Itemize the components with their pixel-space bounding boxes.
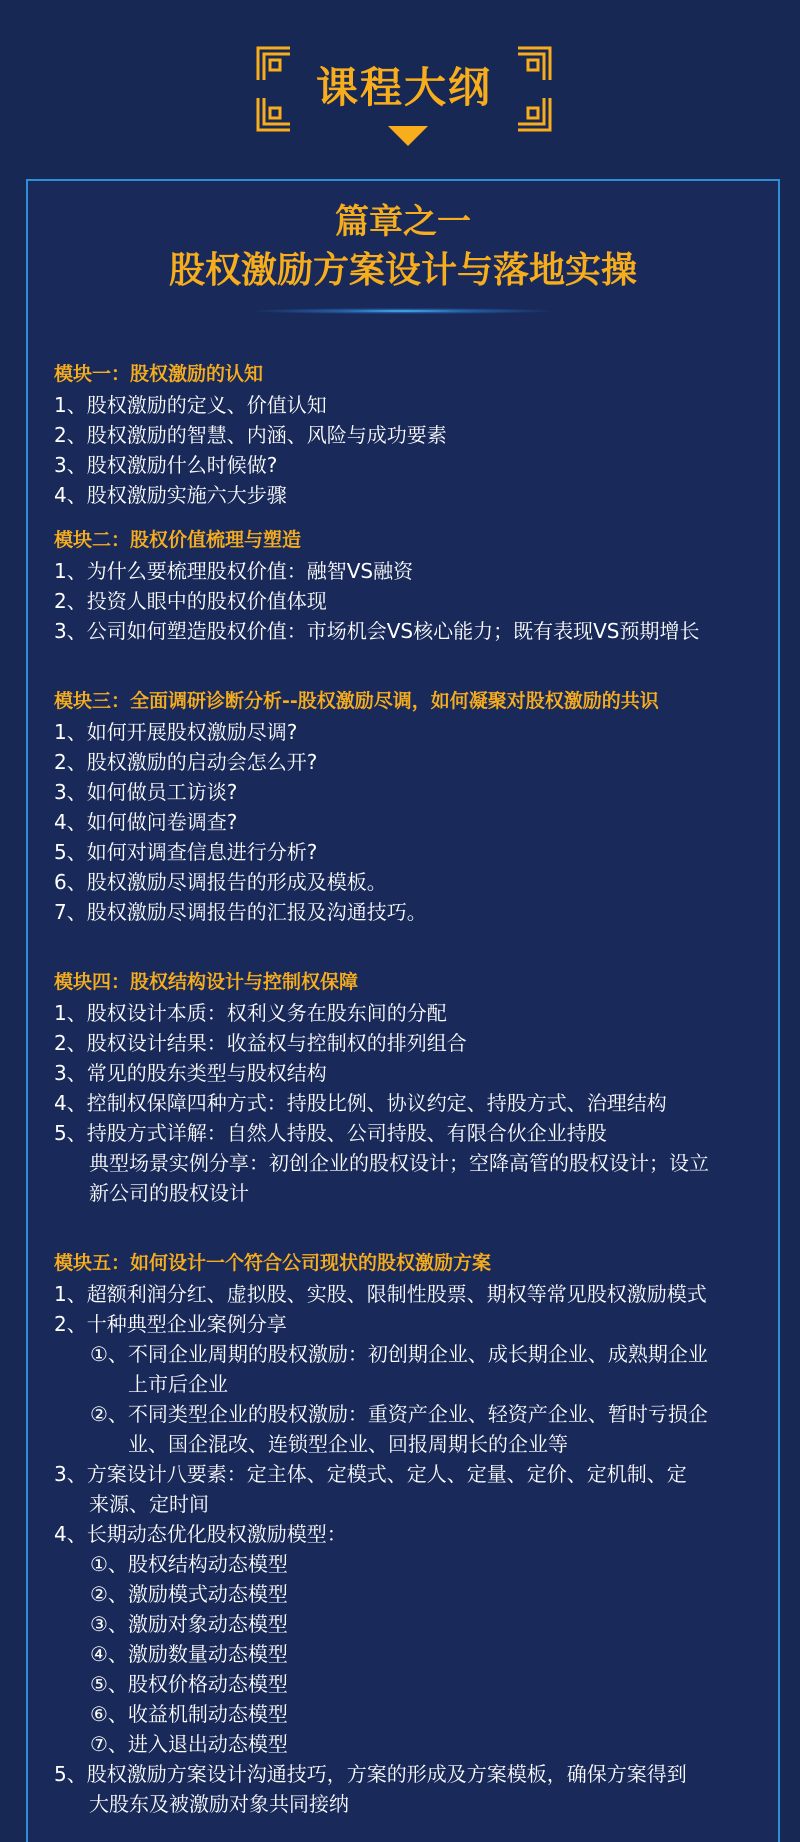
module-2 xyxy=(28,525,778,646)
sub-list-item-continuation: 业、国企混改、连锁型企业、回报周期长的企业等 xyxy=(128,1432,568,1456)
module-title: 模块三：全面调研诊断分析--股权激励尽调，如何凝聚对股权激励的共识 xyxy=(54,690,659,712)
list-item: 3、公司如何塑造股权价值：市场机会VS核心能力；既有表现VS预期增长 xyxy=(54,619,700,643)
list-item: 7、股权激励尽调报告的汇报及沟通技巧。 xyxy=(54,900,427,924)
list-item: 2、股权激励的启动会怎么开? xyxy=(54,750,318,774)
content-panel xyxy=(26,179,780,1842)
list-item: 2、股权激励的智慧、内涵、风险与成功要素 xyxy=(54,423,447,447)
sub-list-item: ⑤、股权价格动态模型 xyxy=(90,1672,288,1696)
list-item: 3、股权激励什么时候做? xyxy=(54,453,278,477)
list-item: 5、持股方式详解：自然人持股、公司持股、有限合伙企业持股 xyxy=(54,1121,607,1145)
list-item: 4、股权激励实施六大步骤 xyxy=(54,483,287,507)
module-title: 模块一：股权激励的认知 xyxy=(54,363,264,385)
sub-list-item: ②、不同类型企业的股权激励：重资产企业、轻资产企业、暂时亏损企 xyxy=(90,1402,708,1426)
module-title: 模块四：股权结构设计与控制权保障 xyxy=(54,971,359,993)
module-5 xyxy=(28,1248,778,1819)
list-item: 1、如何开展股权激励尽调? xyxy=(54,720,298,744)
list-item: 1、股权激励的定义、价值认知 xyxy=(54,393,327,417)
list-item: 1、股权设计本质：权利义务在股东间的分配 xyxy=(54,1001,447,1025)
module-list xyxy=(28,359,778,1819)
sub-list-item: ④、激励数量动态模型 xyxy=(90,1642,288,1666)
course-outline-header xyxy=(0,0,800,170)
list-item: 4、长期动态优化股权激励模型： xyxy=(54,1522,347,1546)
module-title: 模块二：股权价值梳理与塑造 xyxy=(54,529,302,551)
down-arrow-icon xyxy=(388,126,428,146)
list-item: 2、股权设计结果：收益权与控制权的排列组合 xyxy=(54,1031,467,1055)
list-item: 3、如何做员工访谈? xyxy=(54,780,238,804)
list-item: 6、股权激励尽调报告的形成及模板。 xyxy=(54,870,387,894)
list-item-continuation: 典型场景实例分享：初创企业的股权设计；空降高管的股权设计；设立 xyxy=(89,1151,709,1175)
chapter-label: 篇章之一 xyxy=(335,202,471,242)
chapter-title: 股权激励方案设计与落地实操 xyxy=(168,250,637,291)
list-item-continuation: 来源、定时间 xyxy=(89,1492,209,1516)
list-item: 3、常见的股东类型与股权结构 xyxy=(54,1061,327,1085)
list-item-continuation: 新公司的股权设计 xyxy=(89,1181,249,1205)
sub-list-item: ②、激励模式动态模型 xyxy=(90,1582,288,1606)
chapter-heading xyxy=(28,199,778,297)
list-item: 1、为什么要梳理股权价值：融智VS融资 xyxy=(54,559,414,583)
module-4 xyxy=(28,967,778,1208)
module-1 xyxy=(28,359,778,510)
list-item: 5、股权激励方案设计沟通技巧，方案的形成及方案模板，确保方案得到 xyxy=(54,1762,687,1786)
list-item: 1、超额利润分红、虚拟股、实股、限制性股票、期权等常见股权激励模式 xyxy=(54,1282,707,1306)
list-item: 3、方案设计八要素：定主体、定模式、定人、定量、定价、定机制、定 xyxy=(54,1462,687,1486)
module-title: 模块五：如何设计一个符合公司现状的股权激励方案 xyxy=(54,1252,492,1274)
sub-list-item: ⑥、收益机制动态模型 xyxy=(90,1702,288,1726)
sub-list-item: ①、股权结构动态模型 xyxy=(90,1552,288,1576)
list-item: 4、控制权保障四种方式：持股比例、协议约定、持股方式、治理结构 xyxy=(54,1091,667,1115)
list-item-continuation: 大股东及被激励对象共同接纳 xyxy=(89,1792,349,1816)
glow-divider xyxy=(253,308,553,314)
page-title: 课程大纲 xyxy=(315,63,492,112)
sub-list-item: ①、不同企业周期的股权激励：初创期企业、成长期企业、成熟期企业 xyxy=(90,1342,708,1366)
module-3 xyxy=(28,686,778,927)
list-item: 2、十种典型企业案例分享 xyxy=(54,1312,287,1336)
list-item: 4、如何做问卷调查? xyxy=(54,810,238,834)
sub-list-item: ⑦、进入退出动态模型 xyxy=(90,1732,288,1756)
list-item: 2、投资人眼中的股权价值体现 xyxy=(54,589,327,613)
sub-list-item-continuation: 上市后企业 xyxy=(128,1372,228,1396)
sub-list-item: ③、激励对象动态模型 xyxy=(90,1612,288,1636)
list-item: 5、如何对调查信息进行分析? xyxy=(54,840,318,864)
